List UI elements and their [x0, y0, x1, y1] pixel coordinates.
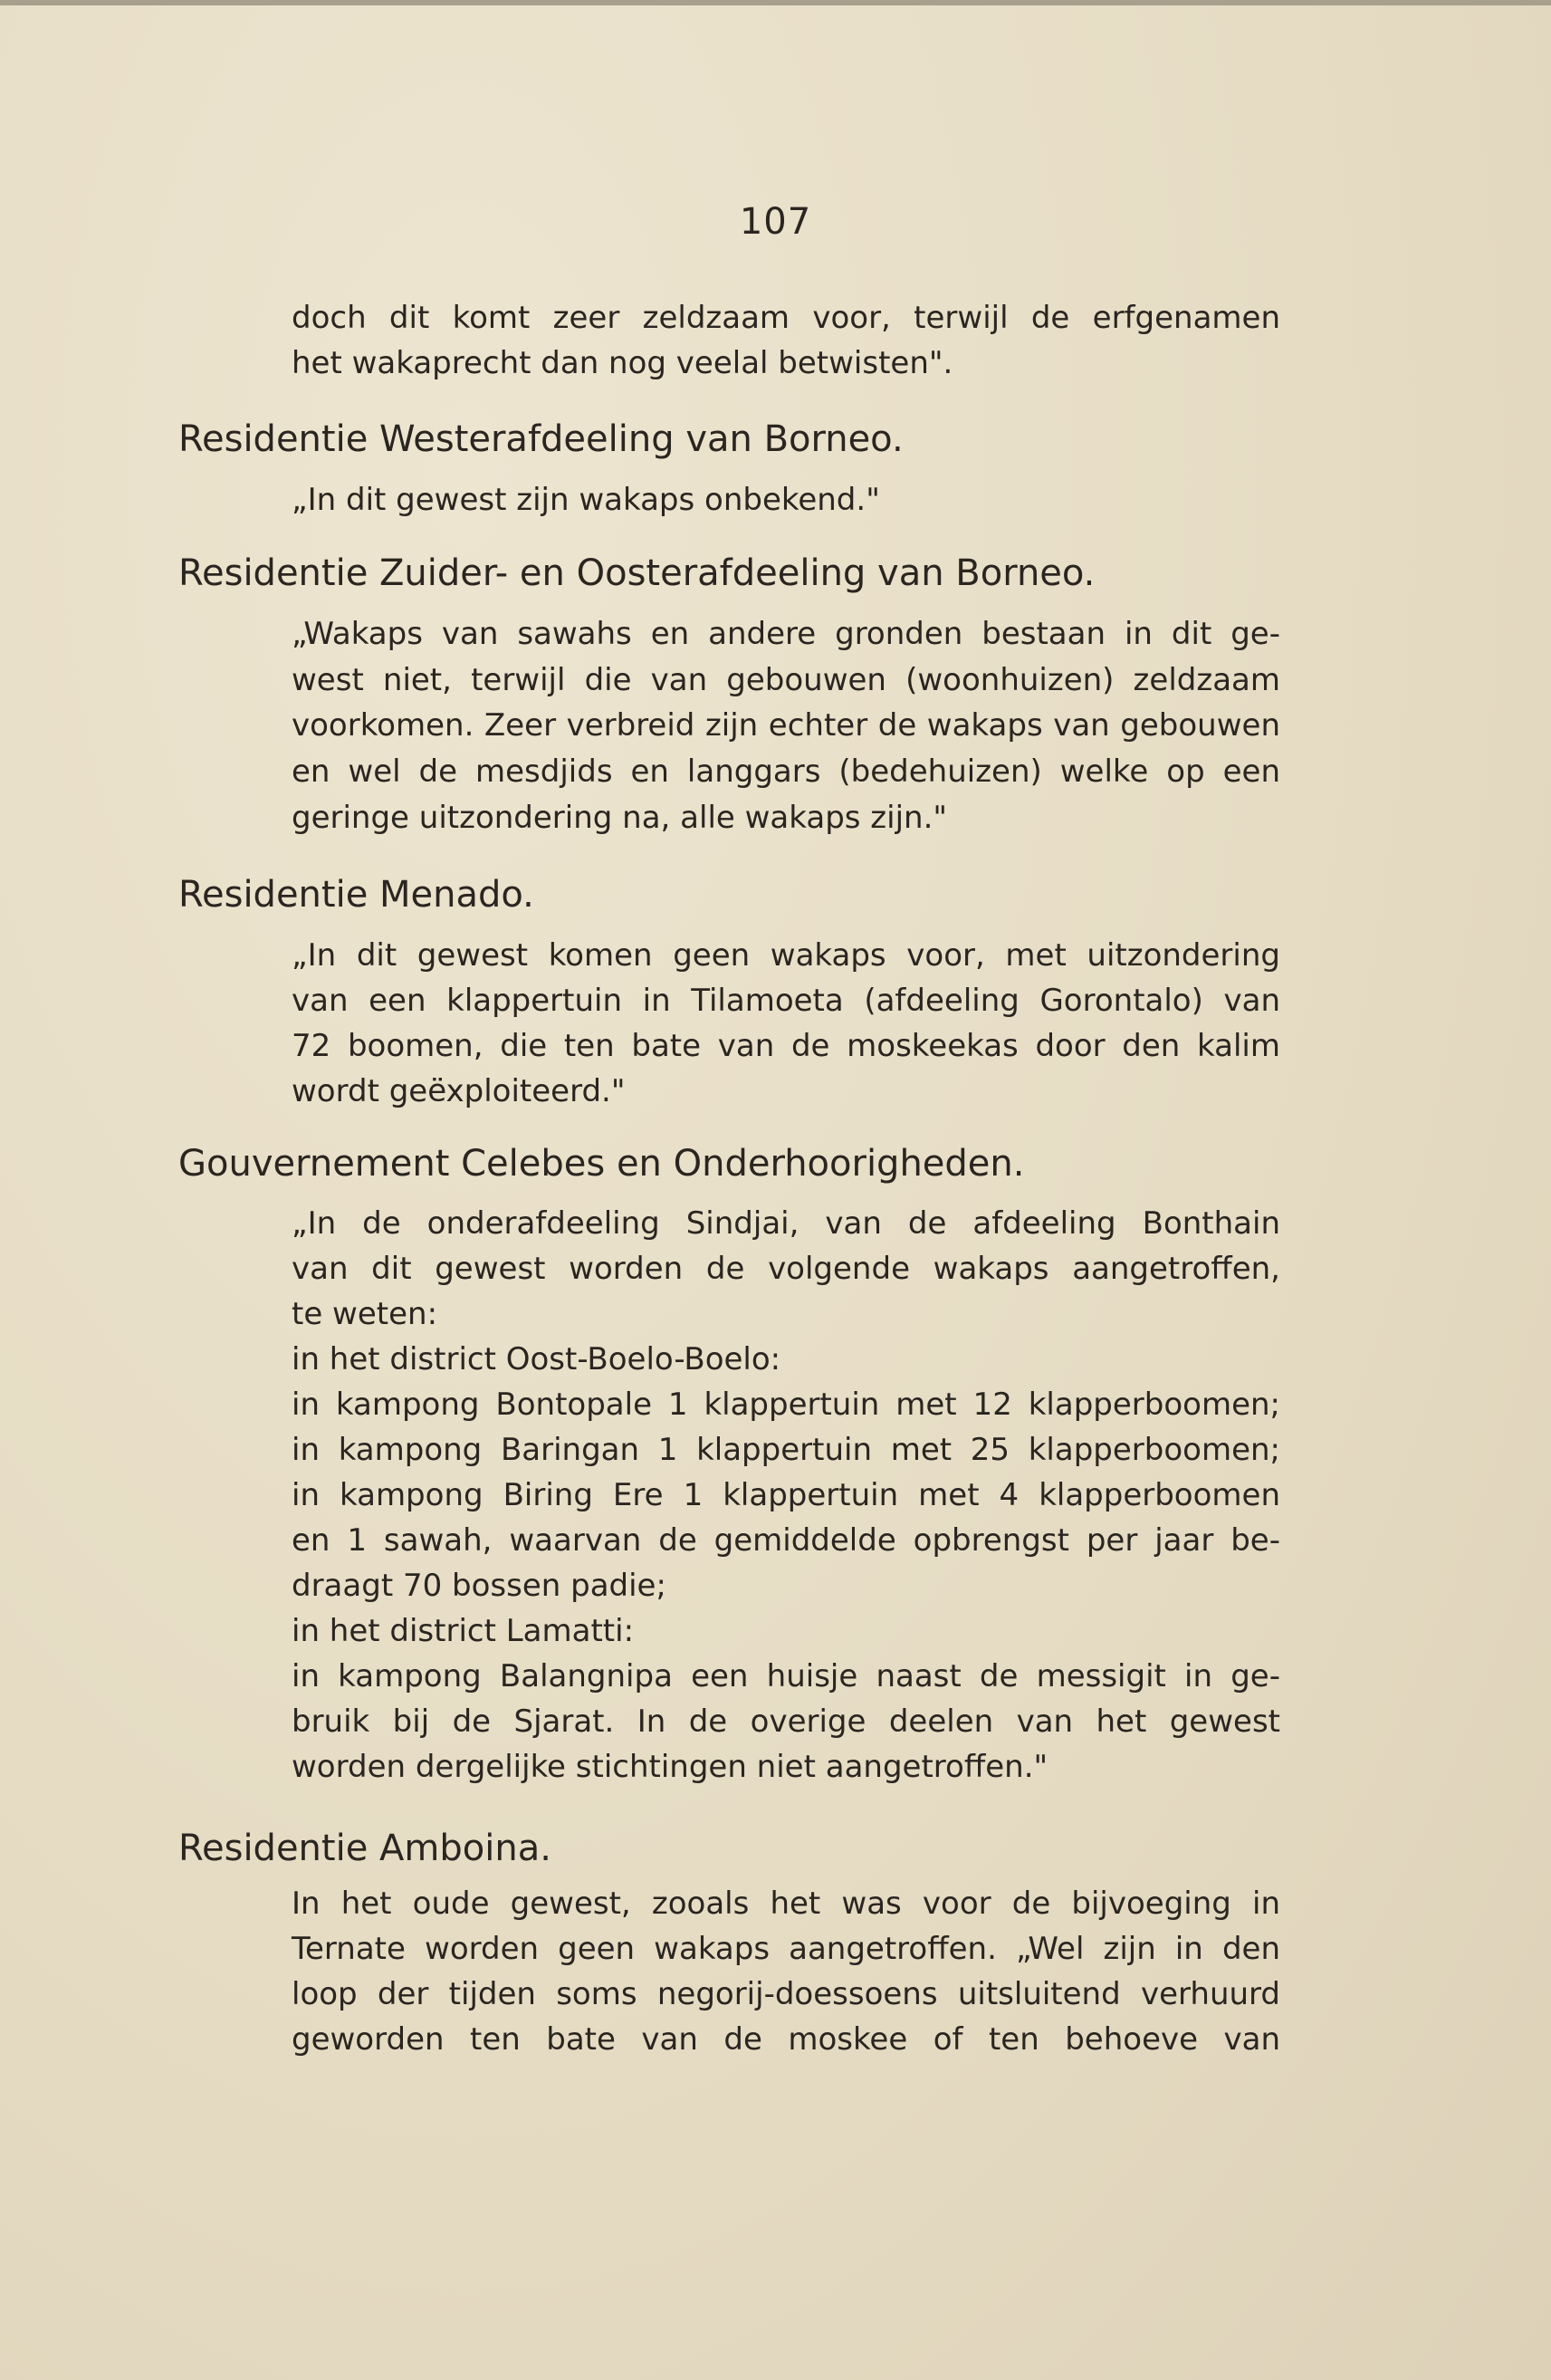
- body-line: en wel de mesdjids en langgars (bedehuizen) welke op een: [292, 753, 1280, 790]
- page-edge: [0, 0, 1551, 5]
- body-line: draagt 70 bossen padie;: [292, 1568, 666, 1604]
- body-line: en 1 sawah, waarvan de gemiddelde opbrengst per jaar be-: [292, 1522, 1280, 1559]
- body-line: in kampong Biring Ere 1 klappertuin met 4 klapperboomen: [292, 1477, 1280, 1513]
- body-line: van een klappertuin in Tilamoeta (afdeeling Gorontalo) van: [292, 983, 1280, 1019]
- body-line: 72 boomen, die ten bate van de moskeekas door den kalim: [292, 1028, 1280, 1064]
- body-line: het wakaprecht dan nog veelal betwisten".: [292, 345, 953, 381]
- body-line: loop der tijden soms negorij-doessoens uitsluitend verhuurd: [292, 1976, 1280, 2012]
- body-line: „In de onderafdeeling Sindjai, van de afdeeling Bonthain: [292, 1205, 1280, 1242]
- section-heading: Residentie Zuider- en Oosterafdeeling van Borneo.: [178, 552, 1096, 594]
- body-line: in het district Lamatti:: [292, 1613, 635, 1649]
- section-heading: Residentie Westerafdeeling van Borneo.: [178, 418, 904, 460]
- section-heading: Residentie Menado.: [178, 874, 534, 916]
- body-line: voorkomen. Zeer verbreid zijn echter de wakaps van gebouwen: [292, 707, 1280, 744]
- page-number: 107: [739, 201, 812, 243]
- body-line: bruik bij de Sjarat. In de overige deelen van het gewest: [292, 1703, 1280, 1740]
- body-line: geringe uitzondering na, alle wakaps zijn.": [292, 800, 948, 836]
- body-line: wordt geëxploiteerd.": [292, 1073, 626, 1109]
- body-line: van dit gewest worden de volgende wakaps aangetroffen,: [292, 1251, 1280, 1287]
- body-line: in kampong Bontopale 1 klappertuin met 12 klapperboomen;: [292, 1387, 1280, 1423]
- section-heading: Residentie Amboina.: [178, 1828, 551, 1869]
- body-line: in kampong Baringan 1 klappertuin met 25 klapperboomen;: [292, 1432, 1280, 1468]
- body-line: doch dit komt zeer zeldzaam voor, terwijl de erfgenamen: [292, 300, 1280, 336]
- body-line: „In dit gewest zijn wakaps onbekend.": [292, 482, 880, 518]
- body-line: Ternate worden geen wakaps aangetroffen. „Wel zijn in den: [292, 1931, 1280, 1967]
- section-heading: Gouvernement Celebes en Onderhoorigheden.: [178, 1143, 1025, 1185]
- body-line: worden dergelijke stichtingen niet aangetroffen.": [292, 1749, 1048, 1785]
- body-line: „Wakaps van sawahs en andere gronden bestaan in dit ge-: [292, 616, 1280, 652]
- body-line: „In dit gewest komen geen wakaps voor, met uitzondering: [292, 937, 1280, 974]
- body-line: in kampong Balangnipa een huisje naast de messigit in ge-: [292, 1658, 1280, 1694]
- body-line: geworden ten bate van de moskee of ten behoeve van: [292, 2021, 1280, 2058]
- body-line: in het district Oost-Boelo-Boelo:: [292, 1341, 781, 1377]
- body-line: te weten:: [292, 1296, 438, 1332]
- body-line: west niet, terwijl die van gebouwen (woonhuizen) zeldzaam: [292, 662, 1280, 698]
- body-line: In het oude gewest, zooals het was voor de bijvoeging in: [292, 1886, 1280, 1922]
